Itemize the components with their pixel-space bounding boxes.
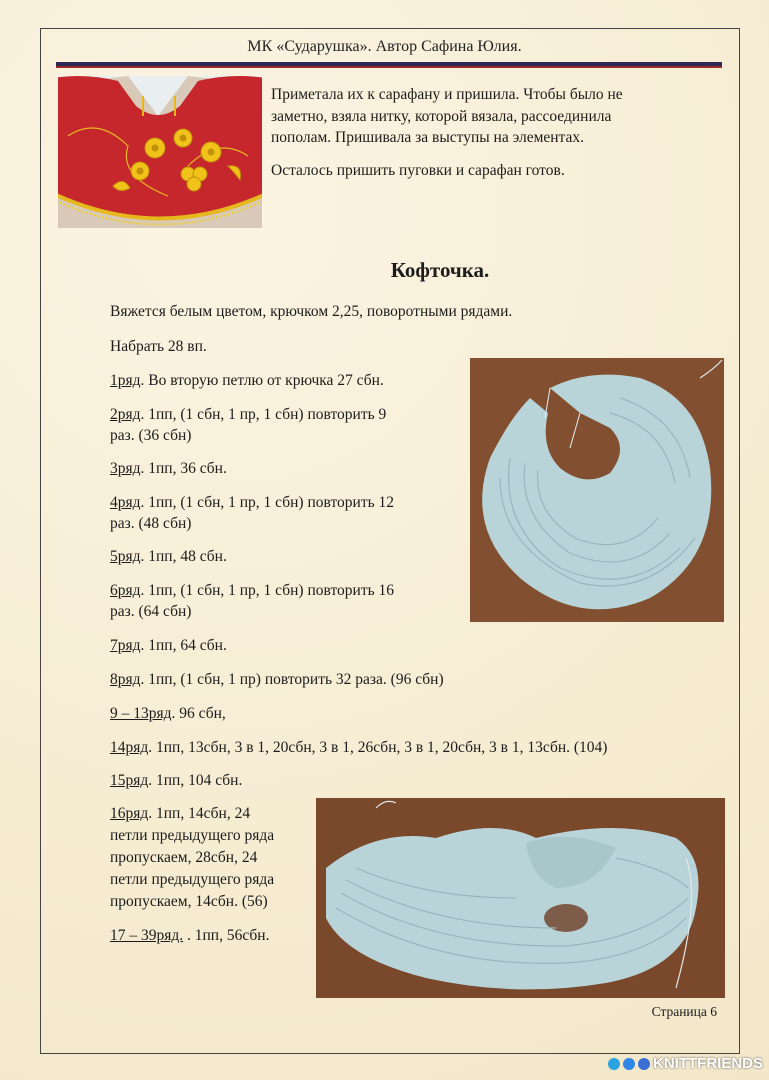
row-instruction bbox=[110, 770, 242, 792]
row-text: . 1пп, (1 сбн, 1 пр) повторить 32 раза. (96 сбн) bbox=[140, 671, 444, 688]
row-label: 2ряд bbox=[110, 406, 141, 423]
watermark-text: KNITTFRIENDS bbox=[653, 1055, 763, 1072]
page-number: Страница 6 bbox=[651, 1004, 717, 1019]
intro-line: Приметала их к сарафану и пришила. Чтобы было не bbox=[271, 86, 623, 103]
row-instruction bbox=[110, 925, 269, 947]
row-continuation: раз. (64 сбн) bbox=[110, 603, 192, 620]
row-instruction bbox=[110, 703, 226, 725]
row-text: . 1пп, (1 сбн, 1 пр, 1 сбн) повторить 9 bbox=[140, 406, 387, 423]
row-label: 5ряд bbox=[110, 548, 141, 565]
sarafan-photo bbox=[58, 76, 262, 228]
row-label: 1ряд bbox=[110, 372, 141, 389]
yoke-photo-folded bbox=[316, 798, 725, 998]
row-instruction bbox=[110, 370, 384, 392]
row-label: 6ряд bbox=[110, 582, 141, 599]
row-continuation: раз. (48 сбн) bbox=[110, 515, 192, 532]
row-label: 3ряд bbox=[110, 460, 141, 477]
row-instruction bbox=[110, 580, 394, 602]
row-instruction bbox=[110, 546, 227, 568]
row-label: 8ряд bbox=[110, 671, 141, 688]
row-text: . 96 сбн, bbox=[171, 705, 226, 722]
row-instruction bbox=[110, 803, 250, 825]
row-continuation: пропускаем, 28сбн, 24 bbox=[110, 849, 258, 866]
row-instruction bbox=[110, 492, 394, 514]
yoke-photo-flat bbox=[470, 358, 724, 622]
row-label: 17 – 39ряд. bbox=[110, 927, 184, 944]
watermark bbox=[608, 1055, 763, 1072]
row-text: . 1пп, 56сбн. bbox=[183, 927, 270, 944]
row-instruction bbox=[110, 458, 227, 480]
row-continuation: пропускаем, 14сбн. (56) bbox=[110, 893, 268, 910]
row-label: 16ряд bbox=[110, 805, 149, 822]
intro-closing: Осталось пришить пуговки и сарафан готов. bbox=[271, 162, 565, 179]
row-text: . 1пп, 13сбн, 3 в 1, 20сбн, 3 в 1, 26сбн, 3 в 1, 20сбн, 3 в 1, 13сбн. (104) bbox=[148, 739, 608, 756]
row-text: . 1пп, 36 сбн. bbox=[140, 460, 227, 477]
row-text: . 1пп, 64 сбн. bbox=[140, 637, 227, 654]
row-text: . 1пп, 14сбн, 24 bbox=[148, 805, 251, 822]
row-continuation: петли предыдущего ряда bbox=[110, 871, 275, 888]
intro-line: заметно, взяла нитку, которой вязала, рассоединила bbox=[271, 108, 612, 125]
row-instruction bbox=[110, 404, 386, 426]
section-title: Кофточка. bbox=[390, 258, 490, 282]
row-text: . 1пп, (1 сбн, 1 пр, 1 сбн) повторить 16 bbox=[140, 582, 395, 599]
row-label: 9 – 13ряд bbox=[110, 705, 172, 722]
cast-on-instruction: Набрать 28 вп. bbox=[110, 338, 207, 355]
row-label: 7ряд bbox=[110, 637, 141, 654]
row-label: 14ряд bbox=[110, 739, 149, 756]
section-description: Вяжется белым цветом, крючком 2,25, поворотными рядами. bbox=[110, 303, 513, 320]
row-text: . 1пп, 104 сбн. bbox=[148, 772, 243, 789]
circle-icon bbox=[623, 1058, 635, 1070]
row-continuation: раз. (36 сбн) bbox=[110, 427, 192, 444]
row-instruction bbox=[110, 669, 444, 691]
telegram-icon bbox=[608, 1058, 620, 1070]
row-label: 4ряд bbox=[110, 494, 141, 511]
row-instruction bbox=[110, 737, 607, 759]
header-rule bbox=[56, 62, 722, 68]
page-header: МК «Сударушка». Автор Сафина Юлия. bbox=[247, 38, 522, 55]
row-text: . 1пп, (1 сбн, 1 пр, 1 сбн) повторить 12 bbox=[140, 494, 395, 511]
intro-line: пополам. Пришивала за выступы на элементах. bbox=[271, 129, 585, 146]
row-continuation: петли предыдущего ряда bbox=[110, 827, 275, 844]
vk-icon bbox=[638, 1058, 650, 1070]
row-label: 15ряд bbox=[110, 772, 149, 789]
row-instruction bbox=[110, 635, 227, 657]
row-text: . 1пп, 48 сбн. bbox=[140, 548, 227, 565]
row-text: . Во вторую петлю от крючка 27 сбн. bbox=[140, 372, 384, 389]
